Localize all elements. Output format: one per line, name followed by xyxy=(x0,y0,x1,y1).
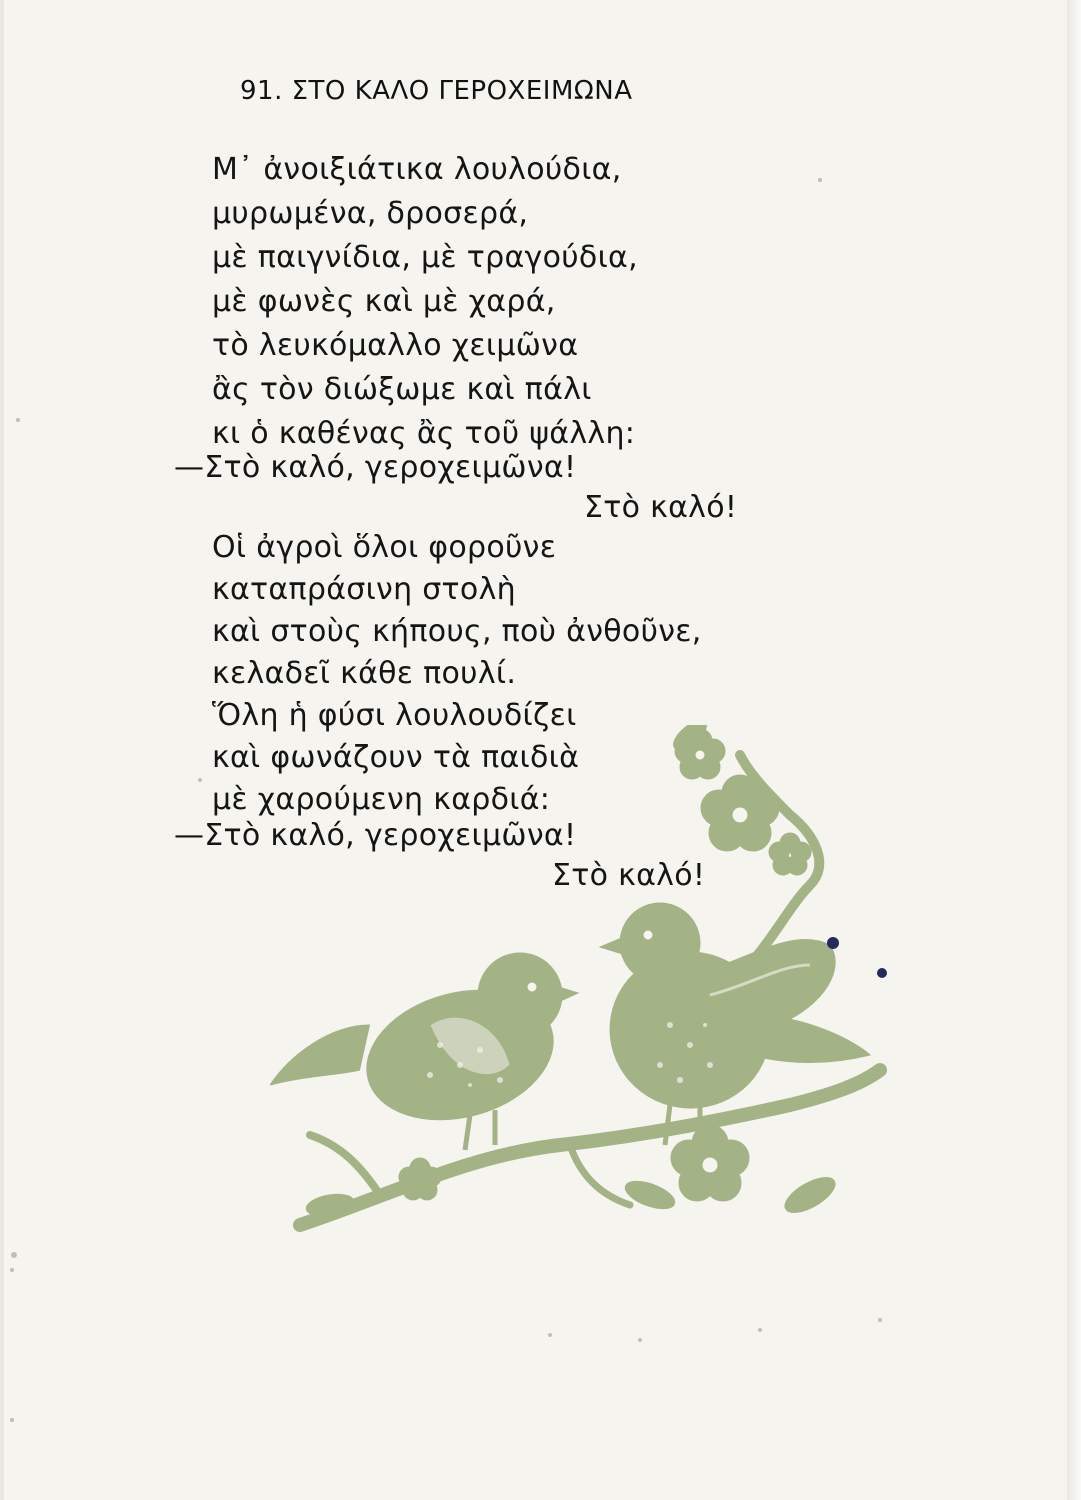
poem-line: μὲ χαρούμενη καρδιά: xyxy=(212,782,551,817)
poem-line: καὶ στοὺς κήπους, ποὺ ἀνθοῦνε, xyxy=(212,614,702,649)
refrain-line: —Στὸ καλό, γεροχειμῶνα! xyxy=(174,450,577,485)
poem-line: μὲ φωνὲς καὶ μὲ χαρά, xyxy=(212,284,556,319)
poem-line: καὶ φωνάζουν τὰ παιδιὰ xyxy=(212,740,580,775)
poem-title: 91. ΣΤΟ ΚΑΛΟ ΓΕΡΟΧΕΙΜΩΝΑ xyxy=(240,76,633,106)
poem-line: Μ᾿ ἀνοιξιάτικα λουλούδια, xyxy=(212,152,622,187)
refrain-line: —Στὸ καλό, γεροχειμῶνα! xyxy=(174,818,577,853)
poem-line: Οἱ ἀγροὶ ὅλοι φοροῦνε xyxy=(212,530,557,565)
refrain-short-line: Στὸ καλό! xyxy=(552,858,706,893)
poem-line: καταπράσινη στολὴ xyxy=(212,572,516,607)
refrain-short-line: Στὸ καλό! xyxy=(584,490,738,525)
branch-twig xyxy=(310,1135,380,1195)
poem-line: μὲ παιγνίδια, μὲ τραγούδια, xyxy=(212,240,638,275)
birds-illustration xyxy=(270,725,910,1245)
left-bird xyxy=(270,953,578,1150)
poem-line: κι ὁ καθένας ἂς τοῦ ψάλλη: xyxy=(212,416,636,451)
poem-line: ἂς τὸν διώξωμε καὶ πάλι xyxy=(212,372,592,407)
poem-line: Ὅλη ἡ φύσι λουλουδίζει xyxy=(212,698,577,733)
flower xyxy=(671,1125,749,1201)
poem-line: μυρωμένα, δροσερά, xyxy=(212,196,529,231)
leaf xyxy=(780,1171,840,1220)
poem-line: τὸ λευκόμαλλο χειμῶνα xyxy=(212,328,579,363)
poem-line: κελαδεῖ κάθε πουλί. xyxy=(212,656,517,691)
flower xyxy=(769,833,811,875)
branch-twig xyxy=(570,1145,630,1205)
